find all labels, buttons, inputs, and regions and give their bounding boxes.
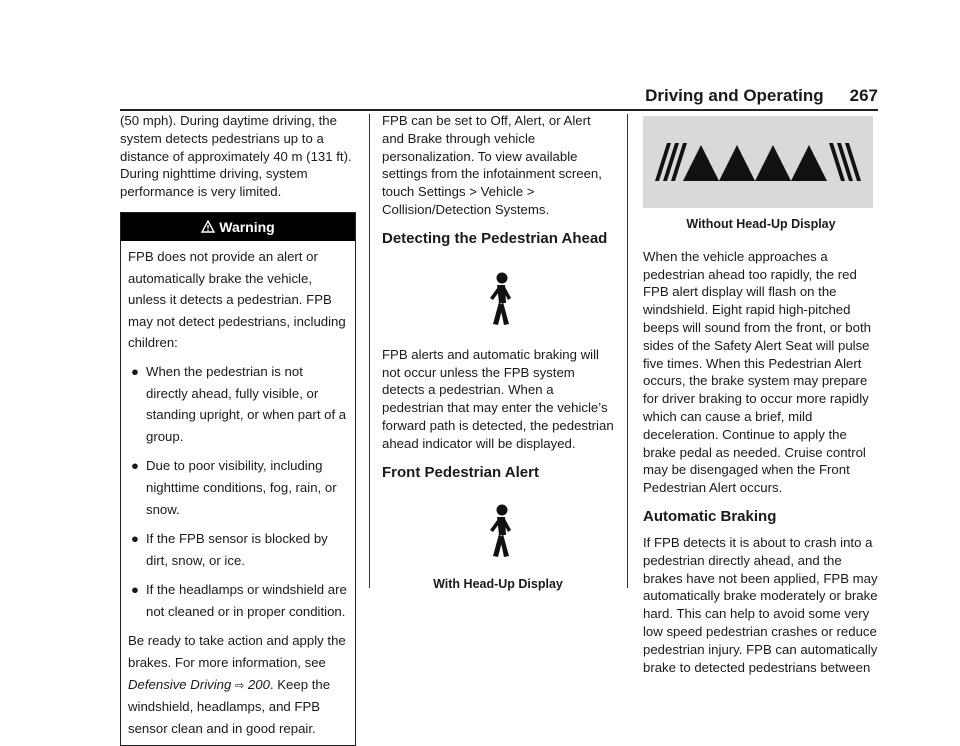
list-item: ● When the pedestrian is not directly ahead, fully visible, or standing upright, or when part of a group. — [128, 361, 348, 447]
round-bullet: ● — [131, 458, 139, 474]
intro-paragraph: (50 mph). During daytime driving, the system detects pedestrians up to a distance of approximately 40 m (131 ft). During nighttime driving, system performance is very limited. — [120, 113, 352, 200]
alert-display-figure — [643, 116, 873, 208]
warning-title: Warning — [219, 218, 275, 235]
page-number: 267 — [849, 86, 878, 105]
round-bullet: ● — [131, 531, 139, 547]
column-right — [643, 112, 879, 687]
column-divider — [369, 114, 370, 588]
hud-pedestrian-figure — [382, 490, 614, 576]
section-title: Driving and Operating — [645, 86, 824, 105]
warning-box — [120, 212, 356, 746]
warning-body — [121, 241, 355, 745]
list-item: ● Due to poor visibility, including nighttime conditions, fog, rain, or snow. — [128, 455, 348, 520]
pedestrian-icon — [478, 504, 518, 560]
list-item: ● If the FPB sensor is blocked by dirt, snow, or ice. — [128, 528, 348, 571]
figure-caption: With Head-Up Display — [433, 576, 563, 591]
warning-intro: FPB does not provide an alert or automatically brake the vehicle, unless it detects a pedestrian. FPB may not detect pedestrians, including children: — [128, 248, 346, 351]
section-heading: Front Pedestrian Alert — [382, 463, 539, 481]
page-header — [120, 82, 878, 106]
figure-caption: Without Head-Up Display — [686, 217, 836, 231]
pedestrian-indicator-figure — [382, 256, 614, 346]
column-middle — [382, 112, 614, 604]
warning-header — [121, 213, 355, 241]
header-rule — [120, 109, 878, 111]
round-bullet: ● — [131, 363, 139, 379]
warning-triangle-icon — [201, 220, 215, 234]
column-left — [120, 112, 356, 746]
section-heading: Detecting the Pedestrian Ahead — [382, 229, 608, 247]
braking-paragraph: If FPB detects it is about to crash into a pedestrian directly ahead, and the brakes have not been applied, FPB may automatically brake moderately or brake hard. This can help to avoid some very low speed pedestrian crashes or reduce pedestrian injury. FPB can automatically brake to detected pedestrians between — [643, 534, 878, 675]
page-reference-arrow-icon: ⇨ — [235, 678, 245, 692]
alert-paragraph: When the vehicle approaches a pedestrian ahead too rapidly, the red FPB alert display will flash on the windshield. Eight rapid high-pitched beeps will sound from the front, or both sides of the Safety Alert Seat will pulse five times. When this Pedestrian Alert occurs, the brake system may prepare for driver braking to occur more rapidly which can cause a brief, mild deceleration. Continue to apply the brake pedal as needed. Cruise control may be disengaged when the Front Pedestrian Alert occurs. — [643, 248, 871, 496]
settings-paragraph: FPB can be set to Off, Alert, or Alert and Brake through vehicle personalization. To view available settings from the infotainment screen, touch Settings > Vehicle > Collision/Detection Systems. — [382, 113, 602, 217]
section-heading: Automatic Braking — [643, 507, 777, 525]
cross-reference-link[interactable]: Defensive Driving — [128, 676, 232, 692]
pedestrian-icon — [478, 272, 518, 328]
warning-bullet-list — [128, 361, 348, 623]
fpb-alert-display-icon — [653, 137, 863, 187]
warning-closing: Be ready to take action and apply the brakes. For more information, see Defensive Driving ⇨ 200. Keep the windshield, headlamps, and FPB sensor clean and in good repair. — [128, 633, 346, 736]
list-item: ● If the headlamps or windshield are not cleaned or in proper condition. — [128, 579, 348, 622]
column-divider — [627, 114, 628, 588]
cross-reference-page[interactable]: 200 — [247, 676, 270, 692]
round-bullet: ● — [131, 582, 139, 598]
detection-paragraph: FPB alerts and automatic braking will not occur unless the FPB system detects a pedestrian. When a pedestrian that may enter the vehicle’s forward path is detected, the pedestrian ahead indicator will be displayed. — [382, 346, 614, 451]
